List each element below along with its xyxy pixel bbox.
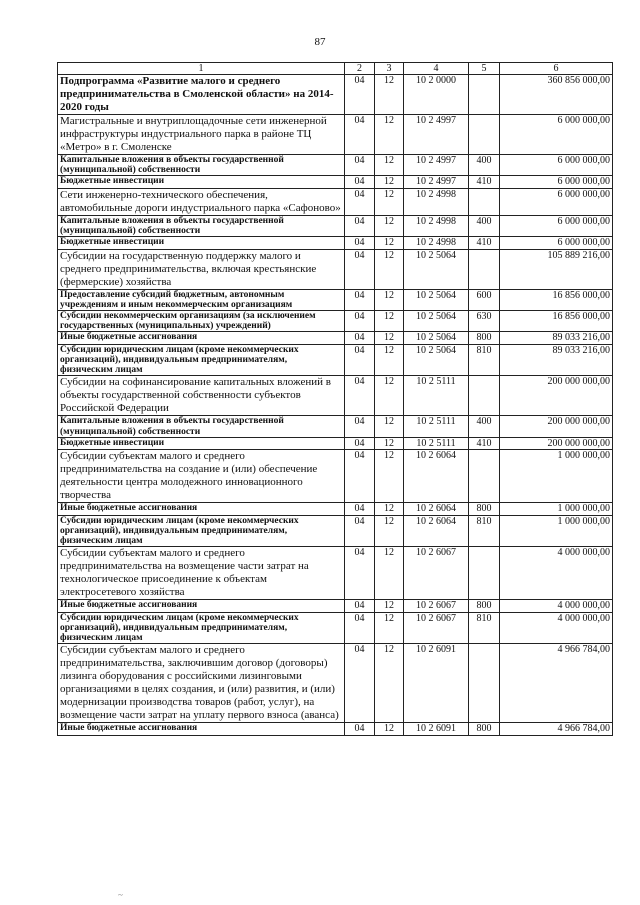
- header-col-5: 5: [469, 63, 500, 75]
- row-subsection-cell: 12: [375, 155, 404, 176]
- header-col-1: 1: [58, 63, 345, 75]
- row-subsection-cell: 12: [375, 515, 404, 547]
- row-section-cell: 04: [345, 515, 375, 547]
- row-amount-cell: 1 000 000,00: [500, 450, 613, 503]
- row-target-code-cell: 10 2 5064: [404, 289, 469, 310]
- table-row: [58, 237, 613, 249]
- row-name-cell: Магистральные и внутриплощадочные сети инженерной инфраструктуры индустриального парка в районе ТЦ «Метро» в г. Смоленске: [58, 115, 345, 155]
- row-name-cell: Подпрограмма «Развитие малого и среднего предпринимательства в Смоленской области» на 2014-2020 годы: [58, 75, 345, 115]
- row-section-cell: 04: [345, 188, 375, 215]
- row-name-cell: Субсидии на государственную поддержку малого и среднего предпринимательства, включая крестьянские (фермерские) хозяйства: [58, 249, 345, 289]
- row-name-cell: Иные бюджетные ассигнования: [58, 503, 345, 515]
- row-amount-cell: 6 000 000,00: [500, 215, 613, 236]
- row-target-code-cell: 10 2 5064: [404, 249, 469, 289]
- row-name-cell: Субсидии субъектам малого и среднего предпринимательства, заключившим договор (договоры) лизинга оборудования с российскими лизинговыми организациями в целях создания, и (или) развития, и (или) модернизации производства товаров (работ, услуг), на возмещение части затрат на уплату первого взноса (аванса): [58, 644, 345, 723]
- row-subsection-cell: 12: [375, 503, 404, 515]
- row-section-cell: 04: [345, 723, 375, 735]
- row-expense-type-cell: 810: [469, 515, 500, 547]
- row-expense-type-cell: [469, 644, 500, 723]
- row-amount-cell: 360 856 000,00: [500, 75, 613, 115]
- row-subsection-cell: 12: [375, 75, 404, 115]
- row-expense-type-cell: 410: [469, 437, 500, 449]
- row-expense-type-cell: 800: [469, 503, 500, 515]
- row-section-cell: 04: [345, 503, 375, 515]
- row-name-cell: Иные бюджетные ассигнования: [58, 723, 345, 735]
- row-name-cell: Сети инженерно-технического обеспечения, автомобильные дороги индустриального парка «Сафоново»: [58, 188, 345, 215]
- row-amount-cell: 1 000 000,00: [500, 503, 613, 515]
- row-section-cell: 04: [345, 416, 375, 437]
- row-subsection-cell: 12: [375, 600, 404, 612]
- row-expense-type-cell: 810: [469, 344, 500, 376]
- row-target-code-cell: 10 2 6064: [404, 450, 469, 503]
- row-target-code-cell: 10 2 5111: [404, 376, 469, 416]
- row-section-cell: 04: [345, 450, 375, 503]
- row-target-code-cell: 10 2 6064: [404, 515, 469, 547]
- table-header-row: [58, 63, 613, 75]
- row-expense-type-cell: 800: [469, 332, 500, 344]
- row-name-cell: Субсидии некоммерческим организациям (за исключением государственных (муниципальных) учреждений): [58, 311, 345, 332]
- table-body: [58, 75, 613, 736]
- row-target-code-cell: 10 2 6067: [404, 612, 469, 644]
- row-section-cell: 04: [345, 311, 375, 332]
- row-section-cell: 04: [345, 115, 375, 155]
- row-subsection-cell: 12: [375, 215, 404, 236]
- row-amount-cell: 6 000 000,00: [500, 176, 613, 188]
- row-target-code-cell: 10 2 6091: [404, 644, 469, 723]
- row-target-code-cell: 10 2 5111: [404, 416, 469, 437]
- row-expense-type-cell: [469, 376, 500, 416]
- row-target-code-cell: 10 2 4998: [404, 188, 469, 215]
- table-row: [58, 188, 613, 215]
- row-amount-cell: 200 000 000,00: [500, 416, 613, 437]
- table-row: [58, 437, 613, 449]
- row-subsection-cell: 12: [375, 311, 404, 332]
- row-expense-type-cell: 400: [469, 416, 500, 437]
- row-subsection-cell: 12: [375, 644, 404, 723]
- row-name-cell: Иные бюджетные ассигнования: [58, 600, 345, 612]
- row-amount-cell: 89 033 216,00: [500, 332, 613, 344]
- table-row: [58, 547, 613, 600]
- row-expense-type-cell: [469, 188, 500, 215]
- header-col-3: 3: [375, 63, 404, 75]
- row-subsection-cell: 12: [375, 289, 404, 310]
- table-row: [58, 344, 613, 376]
- row-section-cell: 04: [345, 644, 375, 723]
- row-target-code-cell: 10 2 6091: [404, 723, 469, 735]
- table-row: [58, 515, 613, 547]
- row-section-cell: 04: [345, 289, 375, 310]
- row-target-code-cell: 10 2 4997: [404, 176, 469, 188]
- budget-table: [57, 62, 613, 736]
- row-expense-type-cell: [469, 450, 500, 503]
- row-expense-type-cell: [469, 75, 500, 115]
- table-row: [58, 376, 613, 416]
- row-subsection-cell: 12: [375, 450, 404, 503]
- table-row: [58, 600, 613, 612]
- row-name-cell: Бюджетные инвестиции: [58, 437, 345, 449]
- stray-mark: ~: [118, 890, 123, 900]
- row-amount-cell: 6 000 000,00: [500, 188, 613, 215]
- table-row: [58, 249, 613, 289]
- table-row: [58, 311, 613, 332]
- table-row: [58, 503, 613, 515]
- row-amount-cell: 6 000 000,00: [500, 237, 613, 249]
- row-expense-type-cell: 410: [469, 176, 500, 188]
- row-amount-cell: 16 856 000,00: [500, 289, 613, 310]
- row-name-cell: Субсидии юридическим лицам (кроме некоммерческих организаций), индивидуальным предпринимателям, физическим лицам: [58, 515, 345, 547]
- row-section-cell: 04: [345, 437, 375, 449]
- header-col-6: 6: [500, 63, 613, 75]
- row-subsection-cell: 12: [375, 416, 404, 437]
- row-section-cell: 04: [345, 155, 375, 176]
- table-row: [58, 176, 613, 188]
- table-row: [58, 450, 613, 503]
- row-target-code-cell: 10 2 5064: [404, 332, 469, 344]
- row-subsection-cell: 12: [375, 115, 404, 155]
- row-expense-type-cell: 410: [469, 237, 500, 249]
- row-expense-type-cell: [469, 249, 500, 289]
- row-section-cell: 04: [345, 215, 375, 236]
- row-amount-cell: 89 033 216,00: [500, 344, 613, 376]
- row-subsection-cell: 12: [375, 723, 404, 735]
- row-amount-cell: 16 856 000,00: [500, 311, 613, 332]
- table-row: [58, 416, 613, 437]
- row-expense-type-cell: 800: [469, 600, 500, 612]
- row-target-code-cell: 10 2 5064: [404, 311, 469, 332]
- row-section-cell: 04: [345, 176, 375, 188]
- row-target-code-cell: 10 2 4997: [404, 115, 469, 155]
- table-row: [58, 332, 613, 344]
- row-expense-type-cell: [469, 115, 500, 155]
- row-name-cell: Капитальные вложения в объекты государственной (муниципальной) собственности: [58, 215, 345, 236]
- table-row: [58, 215, 613, 236]
- row-target-code-cell: 10 2 5111: [404, 437, 469, 449]
- row-section-cell: 04: [345, 547, 375, 600]
- row-amount-cell: 105 889 216,00: [500, 249, 613, 289]
- row-amount-cell: 6 000 000,00: [500, 115, 613, 155]
- row-subsection-cell: 12: [375, 188, 404, 215]
- row-subsection-cell: 12: [375, 612, 404, 644]
- row-name-cell: Капитальные вложения в объекты государственной (муниципальной) собственности: [58, 416, 345, 437]
- row-name-cell: Капитальные вложения в объекты государственной (муниципальной) собственности: [58, 155, 345, 176]
- table-row: [58, 612, 613, 644]
- row-amount-cell: 4 000 000,00: [500, 612, 613, 644]
- row-section-cell: 04: [345, 332, 375, 344]
- row-name-cell: Бюджетные инвестиции: [58, 176, 345, 188]
- row-name-cell: Субсидии юридическим лицам (кроме некоммерческих организаций), индивидуальным предпринимателям, физическим лицам: [58, 612, 345, 644]
- row-subsection-cell: 12: [375, 332, 404, 344]
- row-section-cell: 04: [345, 249, 375, 289]
- row-name-cell: Субсидии на софинансирование капитальных вложений в объекты государственной собственности субъектов Российской Федерации: [58, 376, 345, 416]
- table-row: [58, 644, 613, 723]
- row-target-code-cell: 10 2 4997: [404, 155, 469, 176]
- row-section-cell: 04: [345, 612, 375, 644]
- row-amount-cell: 1 000 000,00: [500, 515, 613, 547]
- row-subsection-cell: 12: [375, 249, 404, 289]
- row-target-code-cell: 10 2 6067: [404, 547, 469, 600]
- row-expense-type-cell: 800: [469, 723, 500, 735]
- row-amount-cell: 4 000 000,00: [500, 547, 613, 600]
- table-row: [58, 289, 613, 310]
- row-expense-type-cell: 600: [469, 289, 500, 310]
- row-subsection-cell: 12: [375, 176, 404, 188]
- row-section-cell: 04: [345, 75, 375, 115]
- page-number: 87: [314, 36, 326, 48]
- row-section-cell: 04: [345, 344, 375, 376]
- row-subsection-cell: 12: [375, 547, 404, 600]
- header-col-4: 4: [404, 63, 469, 75]
- row-name-cell: Предоставление субсидий бюджетным, автономным учреждениям и иным некоммерческим организациям: [58, 289, 345, 310]
- row-target-code-cell: 10 2 4998: [404, 237, 469, 249]
- row-amount-cell: 4 000 000,00: [500, 600, 613, 612]
- row-amount-cell: 200 000 000,00: [500, 376, 613, 416]
- row-expense-type-cell: 400: [469, 215, 500, 236]
- header-col-2: 2: [345, 63, 375, 75]
- row-subsection-cell: 12: [375, 437, 404, 449]
- table-row: [58, 115, 613, 155]
- row-target-code-cell: 10 2 6064: [404, 503, 469, 515]
- row-target-code-cell: 10 2 5064: [404, 344, 469, 376]
- row-amount-cell: 4 966 784,00: [500, 723, 613, 735]
- row-section-cell: 04: [345, 600, 375, 612]
- row-amount-cell: 4 966 784,00: [500, 644, 613, 723]
- row-section-cell: 04: [345, 376, 375, 416]
- row-expense-type-cell: 810: [469, 612, 500, 644]
- row-name-cell: Субсидии субъектам малого и среднего предпринимательства на создание и (или) обеспечение деятельности центра молодежного инновационного творчества: [58, 450, 345, 503]
- row-expense-type-cell: 400: [469, 155, 500, 176]
- row-subsection-cell: 12: [375, 344, 404, 376]
- row-target-code-cell: 10 2 6067: [404, 600, 469, 612]
- row-target-code-cell: 10 2 4998: [404, 215, 469, 236]
- row-target-code-cell: 10 2 0000: [404, 75, 469, 115]
- row-expense-type-cell: 630: [469, 311, 500, 332]
- row-subsection-cell: 12: [375, 237, 404, 249]
- row-name-cell: Иные бюджетные ассигнования: [58, 332, 345, 344]
- row-name-cell: Субсидии субъектам малого и среднего предпринимательства на возмещение части затрат на технологическое присоединение к объектам электросетевого хозяйства: [58, 547, 345, 600]
- row-section-cell: 04: [345, 237, 375, 249]
- row-amount-cell: 200 000 000,00: [500, 437, 613, 449]
- row-subsection-cell: 12: [375, 376, 404, 416]
- table-row: [58, 723, 613, 735]
- row-expense-type-cell: [469, 547, 500, 600]
- row-amount-cell: 6 000 000,00: [500, 155, 613, 176]
- table-row: [58, 75, 613, 115]
- row-name-cell: Бюджетные инвестиции: [58, 237, 345, 249]
- table-row: [58, 155, 613, 176]
- row-name-cell: Субсидии юридическим лицам (кроме некоммерческих организаций), индивидуальным предпринимателям, физическим лицам: [58, 344, 345, 376]
